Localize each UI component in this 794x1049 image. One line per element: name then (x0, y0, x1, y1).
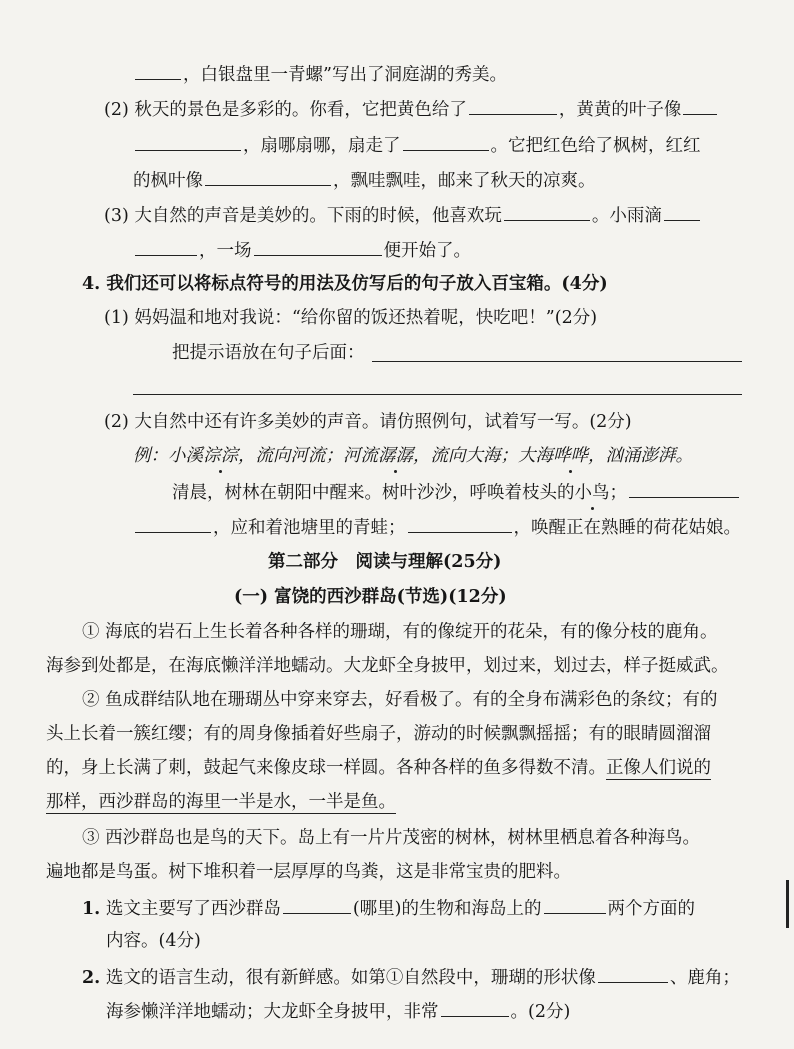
reading-q2-line1: 2. 选文的语言生动，很有新鲜感。如第①自然段中，珊瑚的形状像 、鹿角； (82, 964, 740, 990)
q3-2-line3: 的枫叶像 ，飘哇飘哇，邮来了秋天的凉爽。 (133, 167, 596, 193)
dotted-word: 哗哗 (553, 446, 588, 466)
answer-blank[interactable] (629, 479, 739, 498)
passage-p2-line2: 头上长着一簇红缨；有的周身像插着好些扇子，游动的时候飘飘摇摇；有的眼睛圆溜溜 (46, 724, 711, 744)
underlined-sentence: 正像人们说的 (606, 758, 711, 778)
q3-2-line2: ，扇哪扇哪，扇走了 。它把红色给了枫树，红红 (133, 132, 701, 158)
reading-q1-line2: 内容。(4分) (106, 931, 201, 951)
answer-blank[interactable] (135, 514, 211, 533)
reading-q1-line1: 1. 选文主要写了西沙群岛 (哪里)的生物和海岛上的 两个方面的 (82, 895, 695, 921)
answer-blank[interactable] (683, 96, 717, 115)
answer-blank[interactable] (403, 132, 489, 151)
q3-3-line2: ，一场 便开始了。 (133, 237, 471, 263)
answer-blank[interactable] (544, 895, 606, 914)
question-4-2: (2) 大自然中还有许多美妙的声音。请仿照例句，试着写一写。(2分) (104, 412, 632, 432)
imitation-line1: 清晨，树林在朝阳中醒来。树叶沙沙，呼唤着枝头的小鸟； (172, 479, 741, 505)
answer-blank[interactable] (598, 964, 668, 983)
answer-blank[interactable] (135, 237, 197, 256)
passage-p2-line3: 的，身上长满了刺，鼓起气来像皮球一样圆。各种各样的鱼多得数不清。正像人们说的 (46, 758, 711, 778)
reading-title: (一) 富饶的西沙群岛(节选)(12分) (234, 587, 507, 607)
answer-blank[interactable] (205, 167, 331, 186)
underlined-sentence: 那样，西沙群岛的海里一半是水，一半是鱼。 (46, 792, 396, 812)
dotted-word: 淙淙 (203, 446, 238, 466)
question-4-1: (1) 妈妈温和地对我说：“给你留的饭还热着呢，快吃吧！”(2分) (104, 308, 598, 328)
answer-blank[interactable] (408, 514, 512, 533)
passage-p3-line2: 遍地都是鸟蛋。树下堆积着一层厚厚的鸟粪，这是非常宝贵的肥料。 (46, 862, 571, 882)
reading-q2-line2: 海参懒洋洋地蠕动；大龙虾全身披甲，非常 。(2分) (106, 998, 570, 1024)
passage-p1-line2: 海参到处都是，在海底懒洋洋地蠕动。大龙虾全身披甲，划过来，划过去，样子挺威武。 (46, 656, 729, 676)
answer-blank[interactable] (469, 96, 557, 115)
page-edge-mark (786, 880, 789, 928)
answer-blank[interactable] (254, 237, 382, 256)
q3-2-line1: (2) 秋天的景色是多彩的。你看，它把黄色给了 ，黄黄的叶子像 (104, 96, 719, 122)
answer-line[interactable] (133, 394, 742, 395)
imitation-line2: ，应和着池塘里的青蛙； ，唤醒正在熟睡的荷花姑娘。 (133, 514, 741, 540)
answer-blank[interactable] (441, 998, 509, 1017)
passage-p2-line4 (46, 790, 396, 814)
q3-3-line1: (3) 大自然的声音是美妙的。下雨的时候，他喜欢玩 。小雨滴 (104, 202, 702, 228)
question-4-1-instruction: 把提示语放在句子后面： (172, 343, 365, 363)
dotted-word: 小鸟 (574, 483, 610, 503)
passage-p2-line1: ② 鱼成群结队地在珊瑚丛中穿来穿去，好看极了。有的全身布满彩色的条纹；有的 (82, 690, 718, 710)
part2-heading: 第二部分 阅读与理解(25分) (268, 552, 502, 572)
q3-1-continuation: ，白银盘里一青螺”写出了洞庭湖的秀美。 (133, 61, 507, 87)
answer-blank[interactable] (283, 895, 351, 914)
answer-line[interactable] (372, 361, 742, 362)
answer-blank[interactable] (664, 202, 700, 221)
answer-blank[interactable] (504, 202, 590, 221)
passage-p1-line1: ① 海底的岩石上生长着各种各样的珊瑚，有的像绽开的花朵，有的像分枝的鹿角。 (82, 622, 718, 642)
answer-blank[interactable] (135, 61, 181, 80)
dotted-word: 潺潺 (378, 446, 413, 466)
passage-p3-line1: ③ 西沙群岛也是鸟的天下。岛上有一片片茂密的树林，树林里栖息着各种海鸟。 (82, 828, 701, 848)
question-4-title: 4. 我们还可以将标点符号的用法及仿写后的句子放入百宝箱。(4分) (82, 274, 608, 294)
example-sentence: 例：小溪淙淙，流向河流；河流潺潺，流向大海；大海哗哗，汹涌澎湃。 (133, 446, 693, 466)
answer-blank[interactable] (135, 132, 241, 151)
